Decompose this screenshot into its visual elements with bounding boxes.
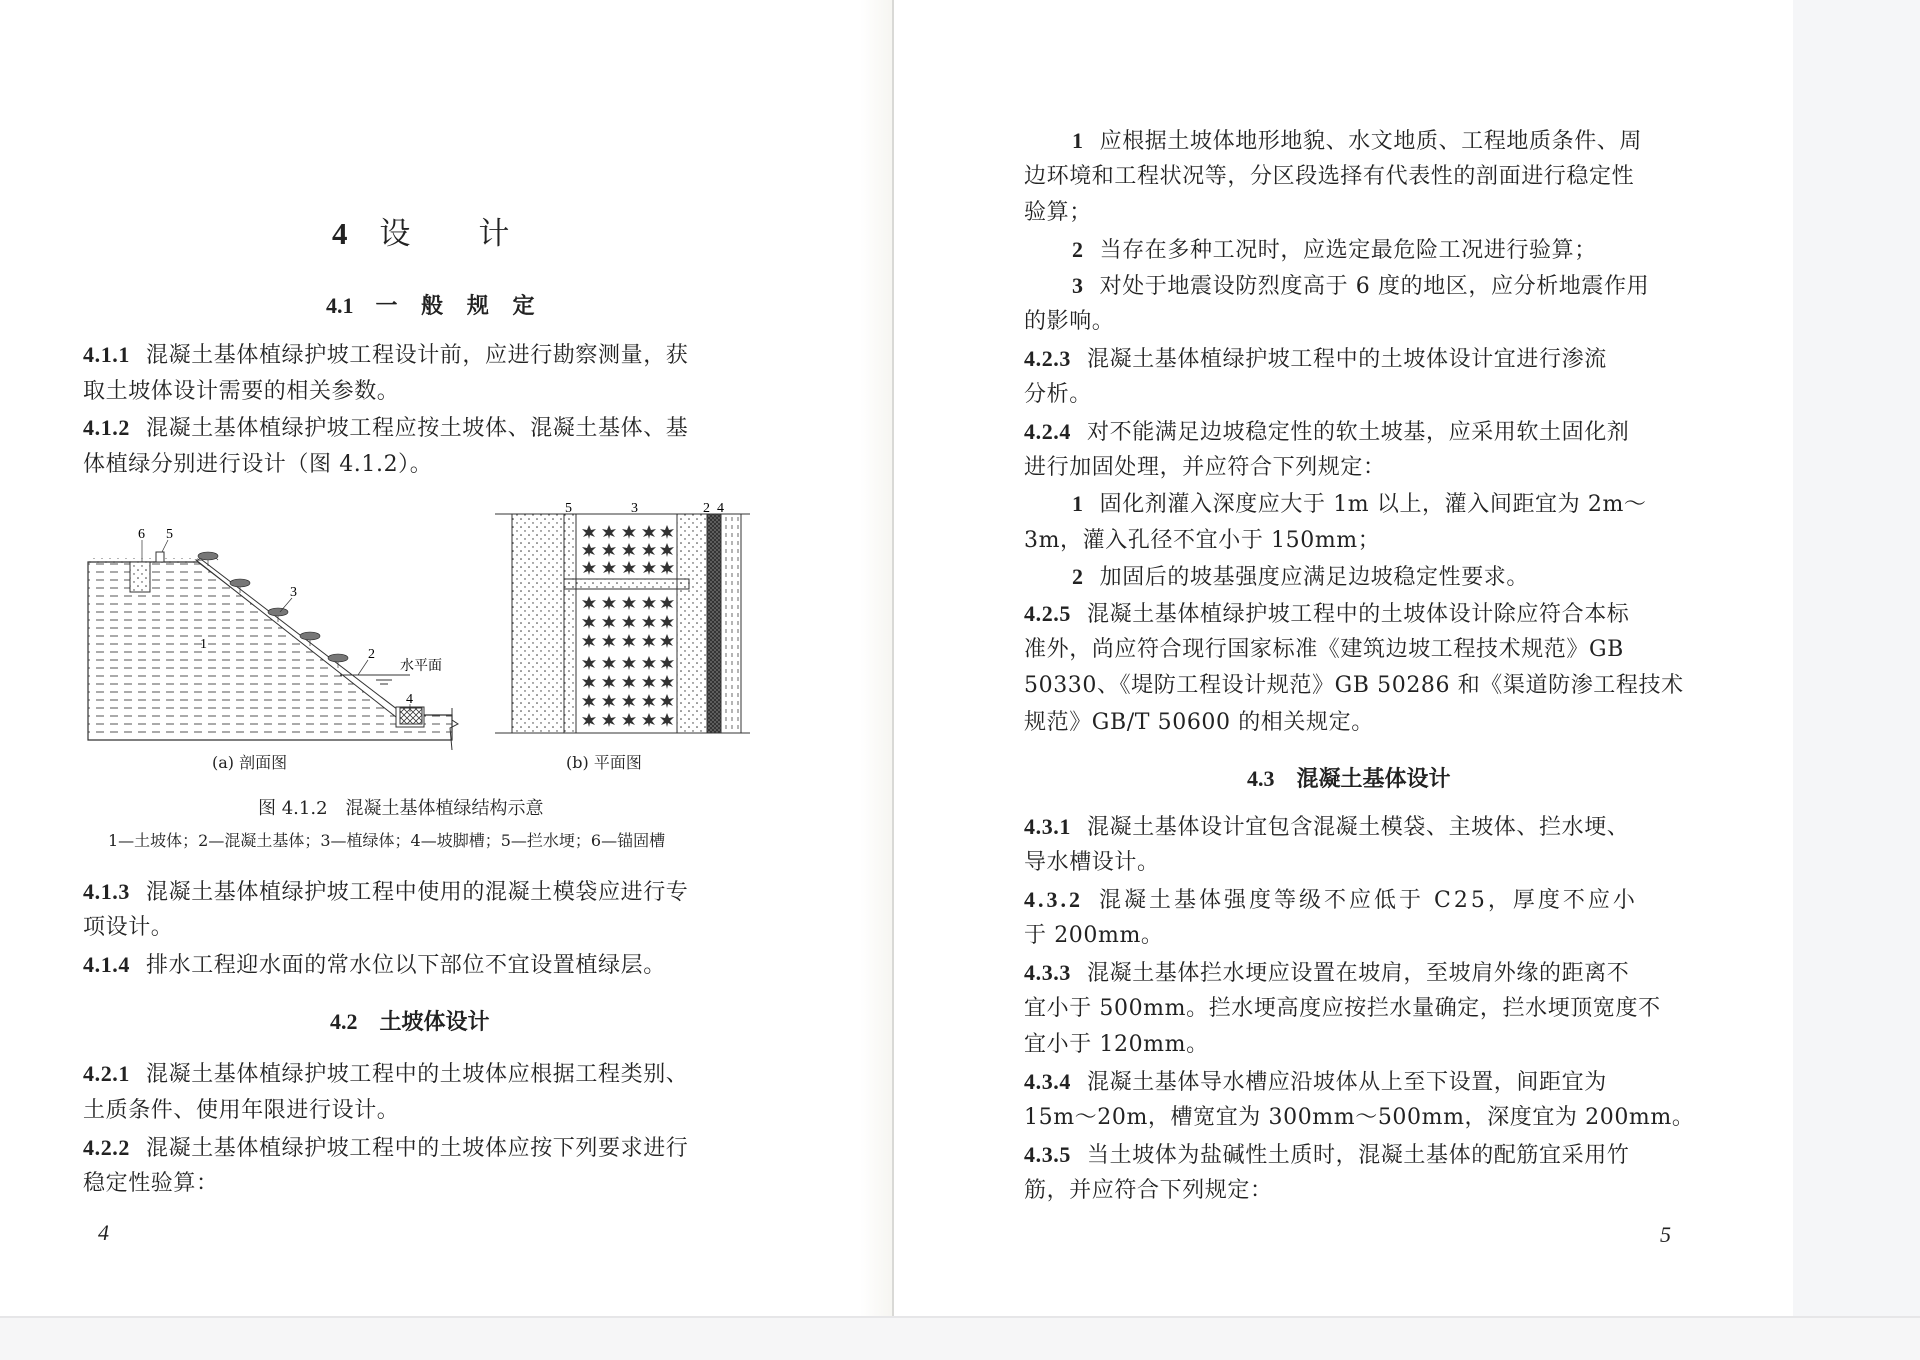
section-title: 一 般 规 定 (375, 294, 543, 319)
clause-number: 4.2.1 (83, 1061, 130, 1086)
clause-4-2-4-line-1 (1024, 419, 1629, 446)
clause-4-3-3-line-2: 宜小于 500mm。拦水埂高度应按拦水量确定，拦水埂顶宽度不 (1024, 996, 1661, 1021)
label-2: 2 (368, 647, 375, 662)
item-3-line-1 (1072, 273, 1649, 300)
clause-4-2-3-line-2: 分析。 (1024, 382, 1092, 407)
clause-4-1-2-line-2: 体植绿分别进行设计（图 4.1.2）。 (83, 452, 433, 477)
clause-4-3-5-line-1 (1024, 1142, 1629, 1169)
clause-text: 混凝土基体植绿护坡工程中使用的混凝土模袋应进行专 (146, 880, 689, 905)
sub-item-1-line-2: 3m，灌入孔径不宜小于 150mm； (1024, 528, 1381, 553)
label-4: 4 (717, 501, 724, 516)
clause-number: 4.2.5 (1024, 601, 1071, 626)
label-5: 5 (166, 527, 173, 542)
clause-4-3-3-line-3: 宜小于 120mm。 (1024, 1032, 1209, 1057)
label-1: 1 (200, 637, 207, 652)
clause-text: 排水工程迎水面的常水位以下部位不宜设置植绿层。 (146, 953, 666, 978)
clause-text: 混凝土基体拦水埂应设置在坡肩，至坡肩外缘的距离不 (1087, 961, 1630, 986)
clause-4-1-1-line-2: 取土坡体设计需要的相关参数。 (83, 379, 400, 404)
figure-b-plan-view (495, 500, 755, 750)
sub-item-1-line-1 (1072, 491, 1647, 518)
section-title: 土坡体设计 (379, 1010, 490, 1035)
clause-4-2-3-line-1 (1024, 346, 1607, 373)
label-3: 3 (631, 501, 638, 516)
label-2: 2 (703, 501, 710, 516)
clause-number: 4.2.4 (1024, 419, 1071, 444)
page-gutter (892, 0, 894, 1316)
clause-text: 混凝土基体植绿护坡工程中的土坡体设计宜进行渗流 (1087, 347, 1607, 372)
clause-number: 4.2.3 (1024, 346, 1071, 371)
label-4: 4 (406, 692, 413, 707)
section-number: 4.3 (1247, 766, 1275, 791)
clause-4-3-2-line-1 (1024, 887, 1638, 914)
clause-number: 4.1.2 (83, 415, 130, 440)
clause-number: 4.3.1 (1024, 814, 1071, 839)
page-number-right: 5 (1660, 1222, 1671, 1247)
figure-legend: 1—土坡体；2—混凝土基体；3—植绿体；4—坡脚槽；5—拦水埂；6—锚固槽 (108, 831, 666, 850)
clause-4-3-2-line-2: 于 200mm。 (1024, 923, 1164, 948)
chapter-number: 4 (332, 216, 350, 251)
clause-4-2-5-line-4: 规范》GB/T 50600 的相关规定。 (1024, 710, 1374, 735)
clause-4-3-4-line-1 (1024, 1069, 1607, 1096)
figure-a-section-view (80, 520, 470, 750)
item-number: 2 (1072, 237, 1084, 262)
clause-number: 4.1.1 (83, 342, 130, 367)
sub-item-2 (1072, 564, 1529, 591)
clause-4-1-3-line-1 (83, 879, 758, 906)
item-text: 加固后的坡基强度应满足边坡稳定性要求。 (1099, 565, 1530, 590)
page-number-left: 4 (98, 1220, 109, 1245)
item-number: 1 (1072, 128, 1084, 153)
figure-caption: 图 4.1.2 混凝土基体植绿结构示意 (258, 798, 544, 819)
clause-text: 混凝土基体导水槽应沿坡体从上至下设置，间距宜为 (1087, 1070, 1607, 1095)
section-title: 混凝土基体设计 (1296, 767, 1451, 792)
chapter-title (332, 208, 511, 253)
clause-4-1-4 (83, 952, 666, 979)
scan-bottom-margin (0, 1316, 1920, 1360)
label-3: 3 (290, 585, 297, 600)
item-1-line-3: 验算； (1024, 200, 1092, 225)
clause-number: 4.3.2 (1024, 887, 1083, 912)
clause-text: 混凝土基体设计宜包含混凝土模袋、主坡体、拦水埂、 (1087, 815, 1630, 840)
clause-number: 4.3.3 (1024, 960, 1071, 985)
clause-4-2-2-line-1 (83, 1135, 758, 1162)
clause-4-2-2-line-2: 稳定性验算： (83, 1171, 219, 1196)
section-number: 4.2 (330, 1009, 358, 1034)
label-5: 5 (565, 501, 572, 516)
section-heading-4-2 (330, 1005, 490, 1036)
chapter-name: 设 计 (379, 216, 512, 252)
clause-text: 混凝土基体植绿护坡工程中的土坡体应根据工程类别、 (146, 1062, 689, 1087)
figure-b-label: (b) 平面图 (566, 753, 642, 772)
clause-text: 对不能满足边坡稳定性的软土坡基，应采用软土固化剂 (1087, 420, 1630, 445)
section-number: 4.1 (326, 293, 354, 318)
clause-4-2-5-line-1 (1024, 601, 1629, 628)
clause-text: 混凝土基体植绿护坡工程中的土坡体应按下列要求进行 (146, 1136, 689, 1161)
clause-4-2-1-line-2: 土质条件、使用年限进行设计。 (83, 1098, 400, 1123)
clause-number: 4.3.4 (1024, 1069, 1071, 1094)
clause-4-2-5-line-3: 50330、《堤防工程设计规范》GB 50286 和《渠道防渗工程技术 (1024, 673, 1684, 698)
section-heading-4-3 (1247, 762, 1451, 793)
clause-4-3-1-line-1 (1024, 814, 1629, 841)
item-text: 应根据土坡体地形地貌、水文地质、工程地质条件、周 (1099, 129, 1643, 154)
clause-text: 混凝土基体植绿护坡工程应按土坡体、混凝土基体、基 (146, 416, 689, 441)
section-heading-4-1 (326, 289, 542, 320)
clause-4-2-5-line-2: 准外，尚应符合现行国家标准《建筑边坡工程技术规范》GB (1024, 637, 1624, 662)
item-number: 1 (1072, 491, 1084, 516)
clause-text: 混凝土基体强度等级不应低于 C25，厚度不应小 (1099, 888, 1638, 913)
clause-text: 混凝土基体植绿护坡工程中的土坡体设计除应符合本标 (1087, 602, 1630, 627)
water-level-label: 水平面 (400, 659, 442, 674)
item-text: 对处于地震设防烈度高于 6 度的地区，应分析地震作用 (1099, 274, 1650, 299)
clause-text: 混凝土基体植绿护坡工程设计前，应进行勘察测量，获 (146, 343, 689, 368)
clause-4-1-3-line-2: 项设计。 (83, 915, 174, 940)
clause-4-3-3-line-1 (1024, 960, 1629, 987)
item-text: 当存在多种工况时，应选定最危险工况进行验算； (1099, 238, 1597, 263)
clause-4-1-1-line-1 (83, 342, 758, 369)
clause-4-3-5-line-2: 筋，并应符合下列规定： (1024, 1178, 1273, 1203)
label-6: 6 (138, 527, 145, 542)
clause-number: 4.1.3 (83, 879, 130, 904)
clause-4-3-1-line-2: 导水槽设计。 (1024, 850, 1160, 875)
item-1-line-2: 边环境和工程状况等，分区段选择有代表性的剖面进行稳定性 (1024, 164, 1635, 189)
item-3-line-2: 的影响。 (1024, 309, 1115, 334)
clause-text: 当土坡体为盐碱性土质时，混凝土基体的配筋宜采用竹 (1087, 1143, 1630, 1168)
item-number: 3 (1072, 273, 1084, 298)
item-number: 2 (1072, 564, 1084, 589)
clause-number: 4.1.4 (83, 952, 130, 977)
clause-number: 4.3.5 (1024, 1142, 1071, 1167)
clause-4-2-4-line-2: 进行加固处理，并应符合下列规定： (1024, 455, 1386, 480)
clause-4-3-4-line-2: 15m～20m，槽宽宜为 300mm～500mm，深度宜为 200mm。 (1024, 1105, 1695, 1130)
clause-number: 4.2.2 (83, 1135, 130, 1160)
item-text: 固化剂灌入深度应大于 1m 以上，灌入间距宜为 2m～ (1099, 492, 1647, 517)
figure-a-label: (a) 剖面图 (212, 753, 288, 772)
clause-4-2-1-line-1 (83, 1061, 758, 1088)
clause-4-1-2-line-1 (83, 415, 758, 442)
item-2 (1072, 237, 1597, 264)
item-1-line-1 (1072, 128, 1642, 155)
